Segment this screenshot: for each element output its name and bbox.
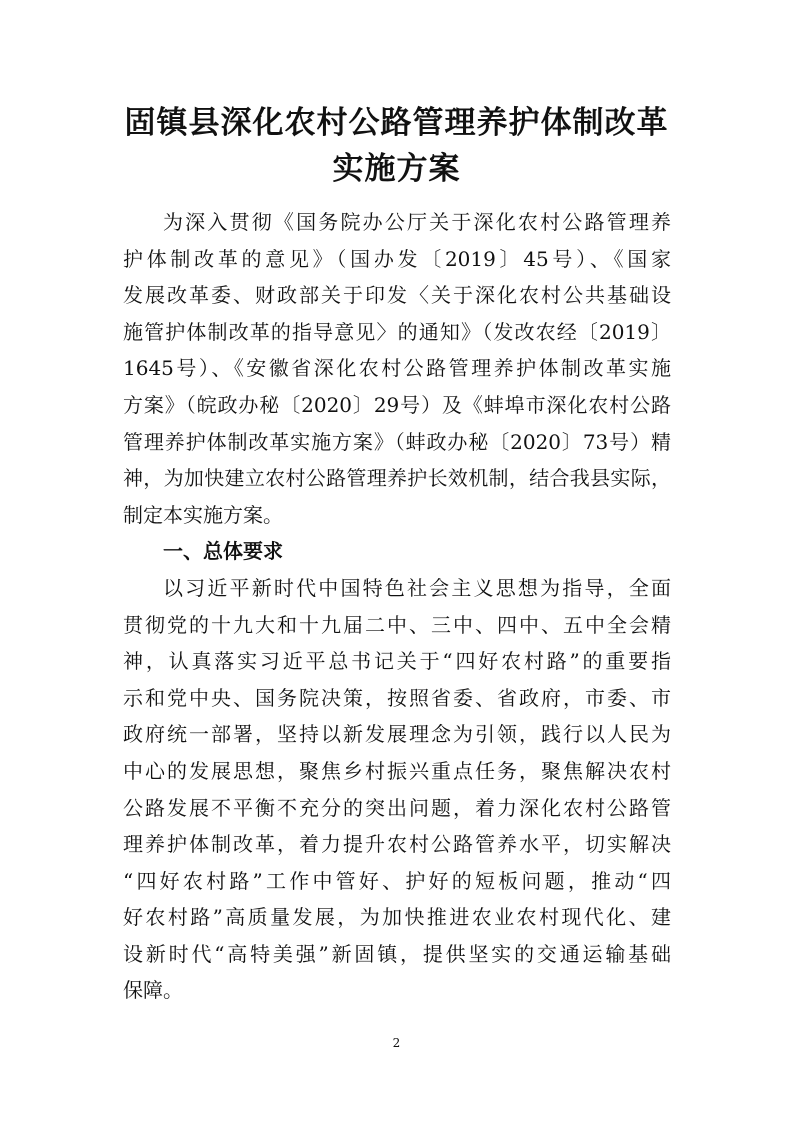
page-number: 2 xyxy=(392,1036,401,1050)
intro-line: 发展改革委、财政部关于印发〈关于深化农村公共基础设 xyxy=(123,283,671,308)
section-line: “四好农村路”工作中管好、护好的短板问题，推动“四 xyxy=(123,868,671,893)
section-heading: 一、总体要求 xyxy=(163,539,283,564)
document-title-line-2: 实施方案 xyxy=(332,151,461,187)
section-line: 理养护体制改革，着力提升农村公路管养水平，切实解决 xyxy=(123,832,671,857)
document-body xyxy=(123,204,671,1009)
intro-line: 护体制改革的意见》（国办发〔2019〕45号）、《国家 xyxy=(123,246,671,271)
intro-paragraph xyxy=(123,204,671,533)
section-line: 贯彻党的十九大和十九届二中、三中、四中、五中全会精 xyxy=(123,612,671,637)
section-line: 中心的发展思想，聚焦乡村振兴重点任务，聚焦解决农村 xyxy=(123,758,671,783)
section-line: 保障。 xyxy=(123,978,183,1003)
intro-line: 制定本实施方案。 xyxy=(123,502,283,527)
section-line: 以习近平新时代中国特色社会主义思想为指导，全面 xyxy=(163,575,671,600)
section-paragraph xyxy=(123,570,671,1009)
intro-line: 1645号）、《安徽省深化农村公路管理养护体制改革实施 xyxy=(123,356,671,381)
section-line: 政府统一部署，坚持以新发展理念为引领，践行以人民为 xyxy=(123,722,671,747)
section-line: 示和党中央、国务院决策，按照省委、省政府，市委、市 xyxy=(123,685,671,710)
intro-line: 施管护体制改革的指导意见〉的通知》（发改农经〔2019〕 xyxy=(123,319,671,344)
section-line: 神，认真落实习近平总书记关于“四好农村路”的重要指 xyxy=(123,649,671,674)
intro-line: 方案》（皖政办秘〔2020〕29号）及《蚌埠市深化农村公路 xyxy=(123,392,671,417)
section-line: 好农村路”高质量发展，为加快推进农业农村现代化、建 xyxy=(123,905,671,930)
intro-line: 为深入贯彻《国务院办公厅关于深化农村公路管理养 xyxy=(163,210,671,234)
intro-line: 管理养护体制改革实施方案》（蚌政办秘〔2020〕73号）精 xyxy=(123,429,671,454)
section-line: 公路发展不平衡不充分的突出问题，着力深化农村公路管 xyxy=(123,795,671,820)
document-title-line-1: 固镇县深化农村公路管理养护体制改革 xyxy=(124,105,669,141)
section-line: 设新时代“高特美强”新固镇，提供坚实的交通运输基础 xyxy=(123,941,671,966)
intro-line: 神，为加快建立农村公路管理养护长效机制，结合我县实际， xyxy=(123,466,671,491)
